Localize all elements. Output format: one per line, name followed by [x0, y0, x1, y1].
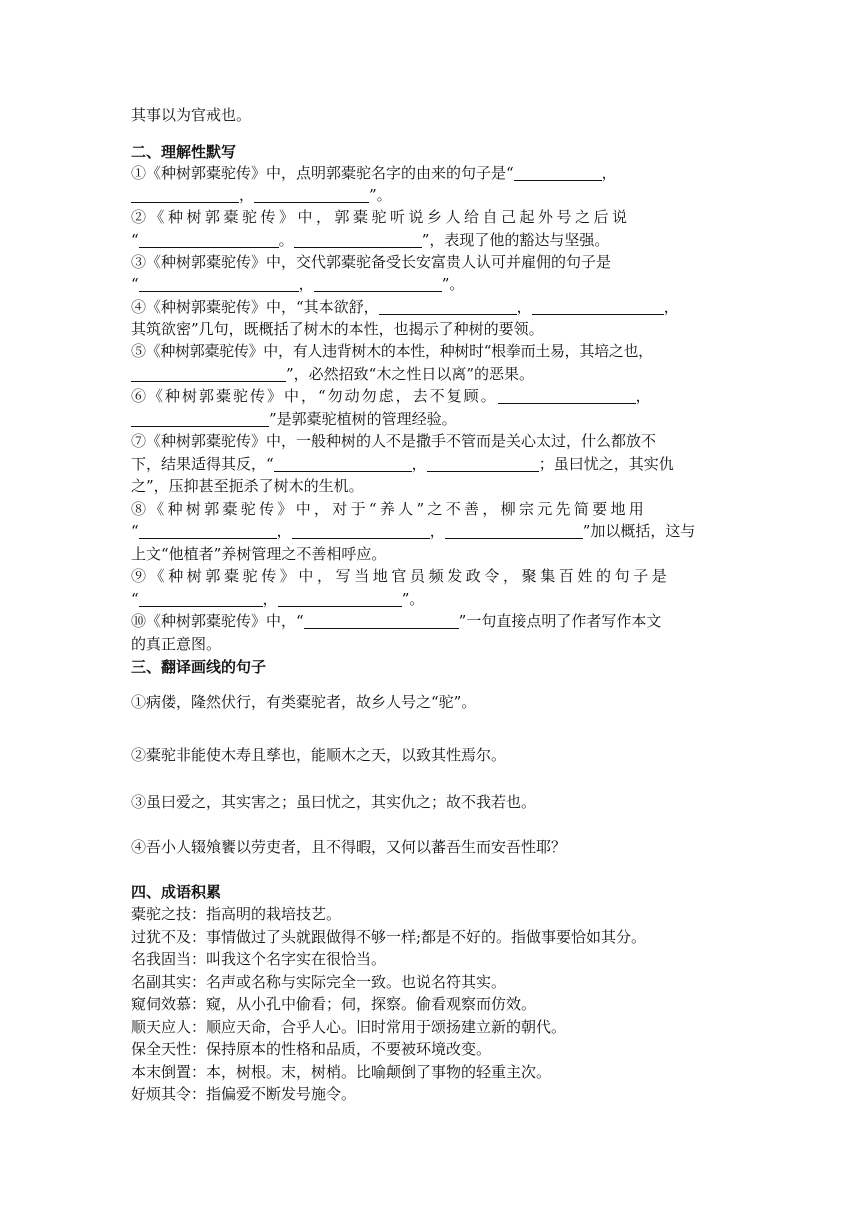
idiom-item: 名我固当：叫我这个名字实在很恰当。	[131, 950, 387, 968]
text-line	[131, 521, 731, 541]
text-segment: ”。	[369, 186, 392, 204]
text-line: ⑧《种树郭橐驼传》中，对于“养人”之不善，柳宗元先简要地用	[131, 500, 648, 518]
idiom-item: 保全天性：保持原本的性格和品质，不要被环境改变。	[131, 1040, 492, 1058]
text-segment: ，	[635, 387, 651, 405]
section-heading-2: 二、理解性默写	[131, 143, 237, 161]
text-segment: ”是郭橐驼植树的管理经验。	[269, 410, 457, 428]
text-segment: ”，表现了他的豁达与坚强。	[421, 231, 610, 249]
text-segment: ”，必然招致“木之性日以离”的恶果。	[286, 365, 535, 383]
text-segment: 下，结果适得其反，“	[131, 455, 274, 473]
idiom-item: 窥伺效慕：窥，从小孔中偷看；伺，探察。偷看观察而仿效。	[131, 995, 537, 1013]
blank-line	[131, 411, 269, 427]
text-segment: ”。	[401, 590, 425, 608]
blank-line	[292, 523, 430, 539]
blank-line	[294, 232, 422, 248]
text-line	[131, 409, 731, 429]
text-segment: ，	[239, 186, 255, 204]
text-segment: ，	[429, 522, 445, 540]
text-segment: ，	[276, 522, 292, 540]
text-segment: ，	[601, 164, 617, 182]
text-line	[131, 611, 731, 631]
translation-item-4: ④吾小人辍飧饔以劳吏者，且不得暇，又何以蕃吾生而安吾性耶？	[131, 838, 567, 856]
text-segment: 。	[278, 231, 294, 249]
text-line	[131, 297, 731, 317]
text-line	[131, 364, 731, 384]
text-segment: ”一句直接点明了作者写作本文	[458, 612, 662, 630]
text-line	[131, 163, 731, 183]
idiom-item: 名副其实：名声或名称与实际完全一致。也说名符其实。	[131, 973, 507, 991]
text-segment: ⑥《种树郭橐驼传》中，“勿动勿虑，去不复顾。	[131, 387, 498, 405]
text-line: ⑨《种树郭橐驼传》中，写当地官员频发政令，聚集百姓的句子是	[131, 567, 671, 585]
text-segment: ，	[262, 590, 278, 608]
blank-line	[274, 456, 412, 472]
blank-line	[514, 165, 602, 181]
blank-line	[379, 299, 517, 315]
text-line	[131, 454, 731, 474]
text-segment: ，	[298, 275, 314, 293]
text-segment: “	[131, 590, 139, 608]
text-segment: ，	[516, 298, 532, 316]
text-line: ②《种树郭橐驼传》中，郭橐驼听说乡人给自己起外号之后说	[131, 208, 631, 226]
translation-item-1: ①病偻，隆然伏行，有类橐驼者，故乡人号之“驼”。	[131, 693, 477, 711]
text-segment: “	[131, 275, 139, 293]
blank-line	[139, 591, 263, 607]
text-segment: ④《种树郭橐驼传》中，“其本欲舒，	[131, 298, 379, 316]
idiom-item: 过犹不及：事情做过了头就跟做得不够一样;都是不好的。指做事要恰如其分。	[131, 928, 647, 946]
section-heading-3: 三、翻译画线的句子	[131, 658, 267, 676]
text-line	[131, 185, 731, 205]
blank-line	[139, 232, 279, 248]
text-segment: ”。	[441, 275, 465, 293]
text-line: 之”，压抑甚至扼杀了树木的生机。	[131, 477, 364, 495]
blank-line	[532, 299, 664, 315]
text-line	[131, 230, 731, 250]
idiom-item: 顺天应人：顺应天命，合乎人心。旧时常用于颂扬建立新的朝代。	[131, 1018, 567, 1036]
translation-item-2: ②橐驼非能使木寿且孳也，能顺木之天，以致其性焉尔。	[131, 746, 507, 764]
idiom-item: 橐驼之技：指高明的栽培技艺。	[131, 905, 342, 923]
blank-line	[139, 276, 299, 292]
section-heading-4: 四、成语积累	[131, 883, 222, 901]
text-line: 上文“他植者”养树管理之不善相呼应。	[131, 545, 387, 563]
text-line	[131, 274, 731, 294]
blank-line	[304, 613, 459, 629]
blank-line	[254, 187, 369, 203]
text-segment: ；虽曰忧之，其实仇	[538, 455, 674, 473]
text-line: ⑤《种树郭橐驼传》中，有人违背树木的本性，种树时“根拳而土易，其培之也，	[131, 342, 653, 360]
text-segment: ⑩《种树郭橐驼传》中，“	[131, 612, 304, 630]
text-line	[131, 386, 731, 406]
text-line: ③《种树郭橐驼传》中，交代郭橐驼备受长安富贵人认可并雇佣的句子是	[131, 253, 612, 271]
blank-line	[314, 276, 442, 292]
idiom-item: 本末倒置：本，树根。末，树梢。比喻颠倒了事物的轻重主次。	[131, 1063, 552, 1081]
blank-line	[278, 591, 402, 607]
text-line: 的真正意图。	[131, 635, 222, 653]
text-segment: ①《种树郭橐驼传》中，点明郭橐驼名字的由来的句子是“	[131, 164, 514, 182]
blank-line	[498, 388, 636, 404]
translation-item-3: ③虽曰爱之，其实害之；虽曰忧之，其实仇之；故不我若也。	[131, 793, 537, 811]
blank-line	[131, 187, 239, 203]
text-line	[131, 589, 731, 609]
blank-line	[139, 523, 277, 539]
blank-line	[445, 523, 583, 539]
text-line: ⑦《种树郭橐驼传》中，一般种树的人不是撒手不管而是关心太过，什么都放不	[131, 432, 657, 450]
blank-line	[131, 366, 286, 382]
text-segment: ，	[663, 298, 679, 316]
text-segment: ，	[411, 455, 427, 473]
text-segment: “	[131, 231, 139, 249]
blank-line	[427, 456, 539, 472]
idiom-item: 好烦其令：指偏爱不断发号施令。	[131, 1085, 357, 1103]
text-segment: “	[131, 522, 139, 540]
text-line: 其事以为官戒也。	[131, 106, 252, 124]
text-segment: ”加以概括，这与	[582, 522, 696, 540]
text-line: 其筑欲密”几句，既概括了树木的本性，也揭示了种树的要领。	[131, 320, 544, 338]
